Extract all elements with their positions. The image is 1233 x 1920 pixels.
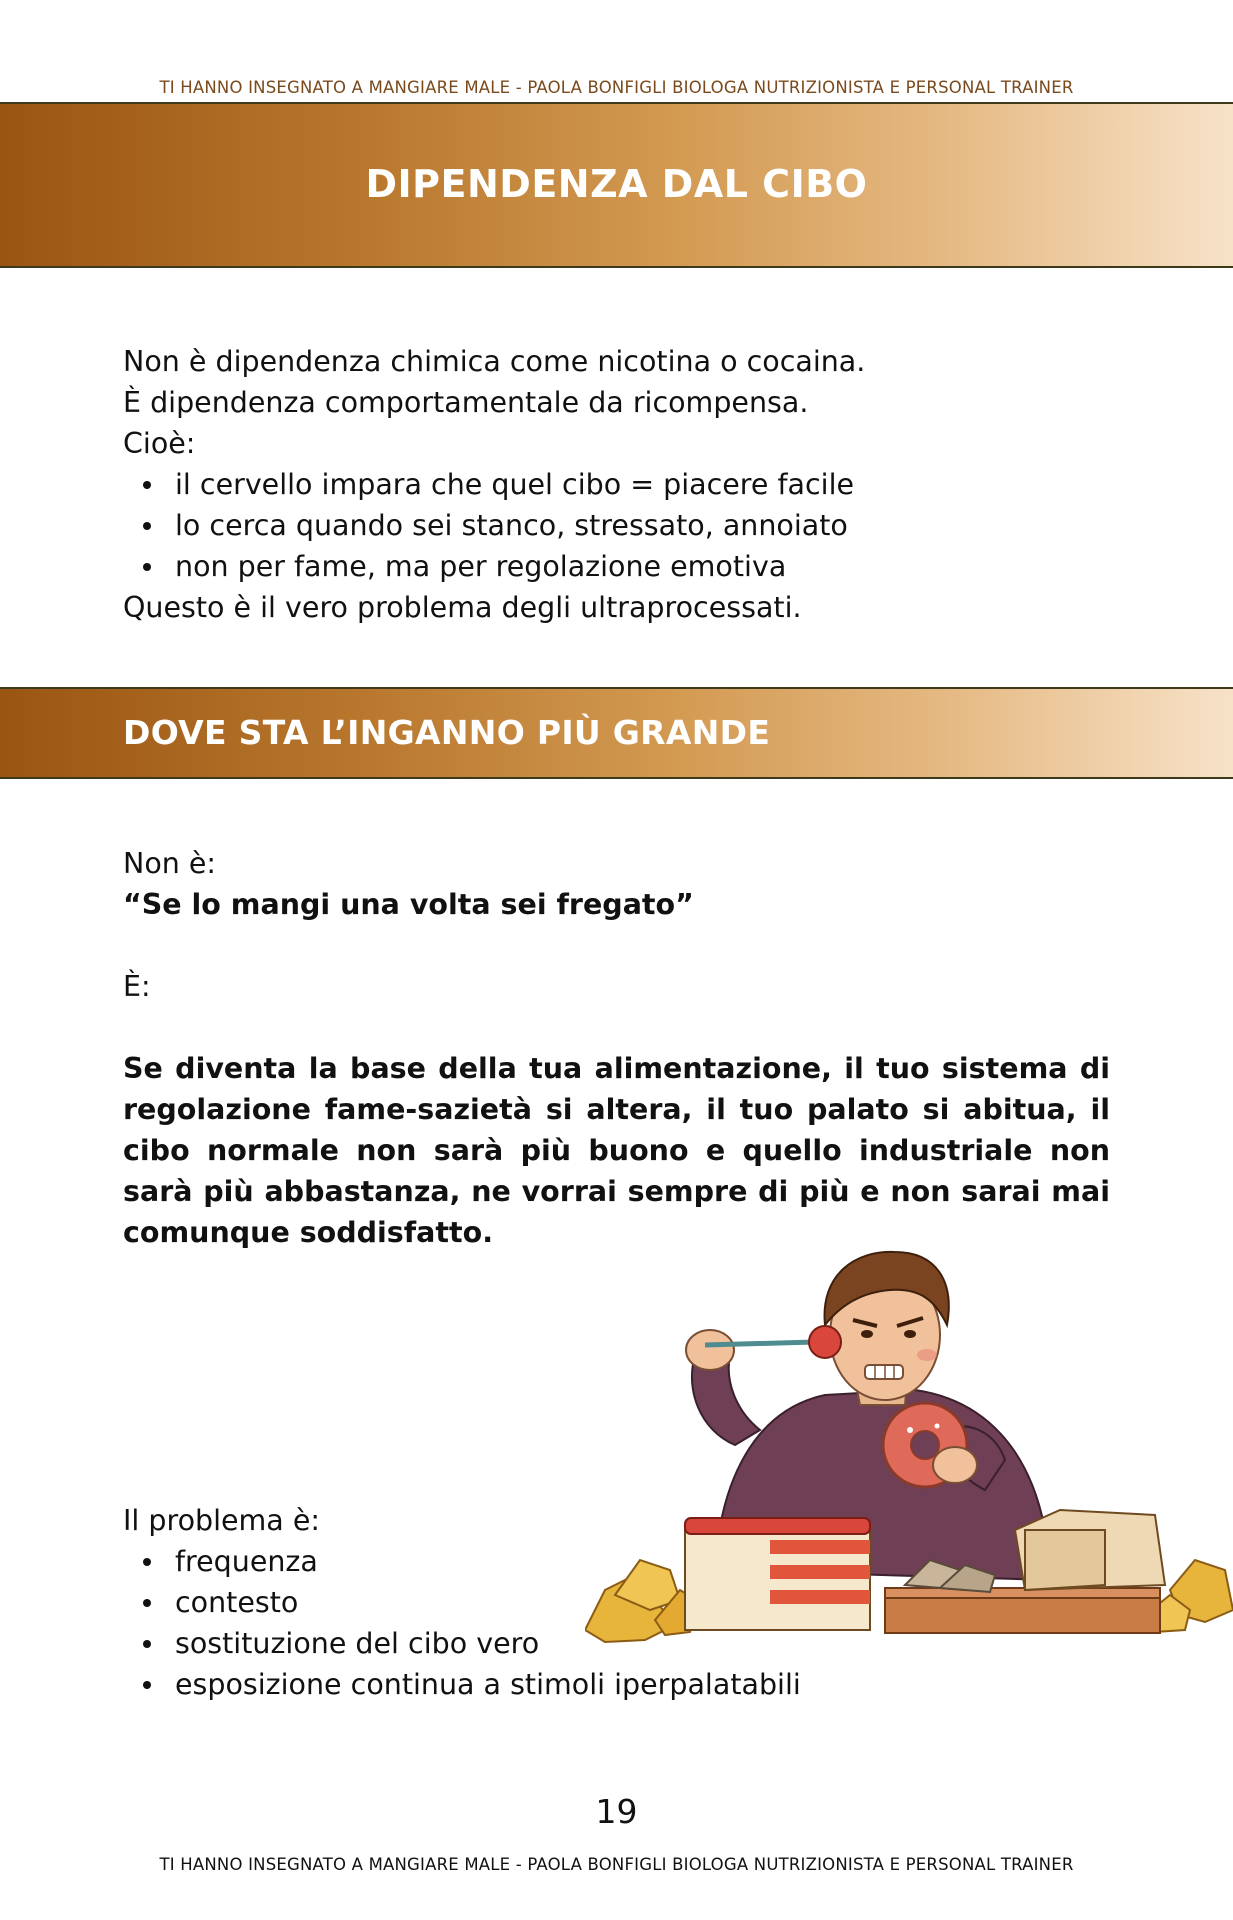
- body-line: È dipendenza comportamentale da ricompensa.: [123, 386, 809, 419]
- non-e-label: Non è:: [123, 847, 217, 880]
- list-item: contesto: [123, 1582, 801, 1623]
- running-footer: TI HANNO INSEGNATO A MANGIARE MALE - PAOLA BONFIGLI BIOLOGA NUTRIZIONISTA E PERSONAL TRAINER: [159, 1855, 1074, 1874]
- quote: “Se lo mangi una volta sei fregato”: [123, 888, 694, 921]
- bold-paragraph: Se diventa la base della tua alimentazione, il tuo sistema di regolazione fame-sazietà si altera, il tuo palato si abitua, il cibo normale non sarà più buono e quello industriale non sarà più abbastanza, ne vorrai sempre di più e non sarai mai comunque soddisfatto.: [123, 1052, 1110, 1249]
- problem-bullet-list: [123, 1541, 801, 1705]
- body-line: Questo è il vero problema degli ultraprocessati.: [123, 591, 802, 624]
- page-number: 19: [595, 1792, 638, 1831]
- body-line: Cioè:: [123, 427, 196, 460]
- fork: [705, 1342, 815, 1345]
- list-item: frequenza: [123, 1541, 801, 1582]
- candy-on-fork-icon: [809, 1326, 841, 1358]
- body-line: Non è dipendenza chimica come nicotina o cocaina.: [123, 345, 866, 378]
- section-title: DOVE STA L’INGANNO PIÙ GRANDE: [123, 713, 771, 752]
- e-label: È:: [123, 970, 151, 1003]
- problem-section: [123, 1500, 801, 1705]
- takeout-box-icon: [1015, 1510, 1165, 1590]
- section-banner-dipendenza: [0, 102, 1233, 268]
- hand-right: [933, 1447, 977, 1483]
- list-item: il cervello impara che quel cibo = piacere facile: [123, 464, 865, 505]
- section-banner-inganno: [0, 687, 1233, 779]
- list-item: sostituzione del cibo vero: [123, 1623, 801, 1664]
- problem-label: Il problema è:: [123, 1504, 320, 1537]
- hand-left: [686, 1330, 734, 1370]
- bullet-list: [123, 464, 865, 587]
- list-item: non per fame, ma per regolazione emotiva: [123, 546, 865, 587]
- tray: [885, 1595, 1160, 1633]
- section-title: DIPENDENZA DAL CIBO: [365, 162, 868, 206]
- list-item: lo cerca quando sei stanco, stressato, annoiato: [123, 505, 865, 546]
- section-body-dipendenza: [123, 341, 865, 628]
- list-item: esposizione continua a stimoli iperpalatabili: [123, 1664, 801, 1705]
- running-header: TI HANNO INSEGNATO A MANGIARE MALE - PAOLA BONFIGLI BIOLOGA NUTRIZIONISTA E PERSONAL TRAINER: [159, 78, 1074, 97]
